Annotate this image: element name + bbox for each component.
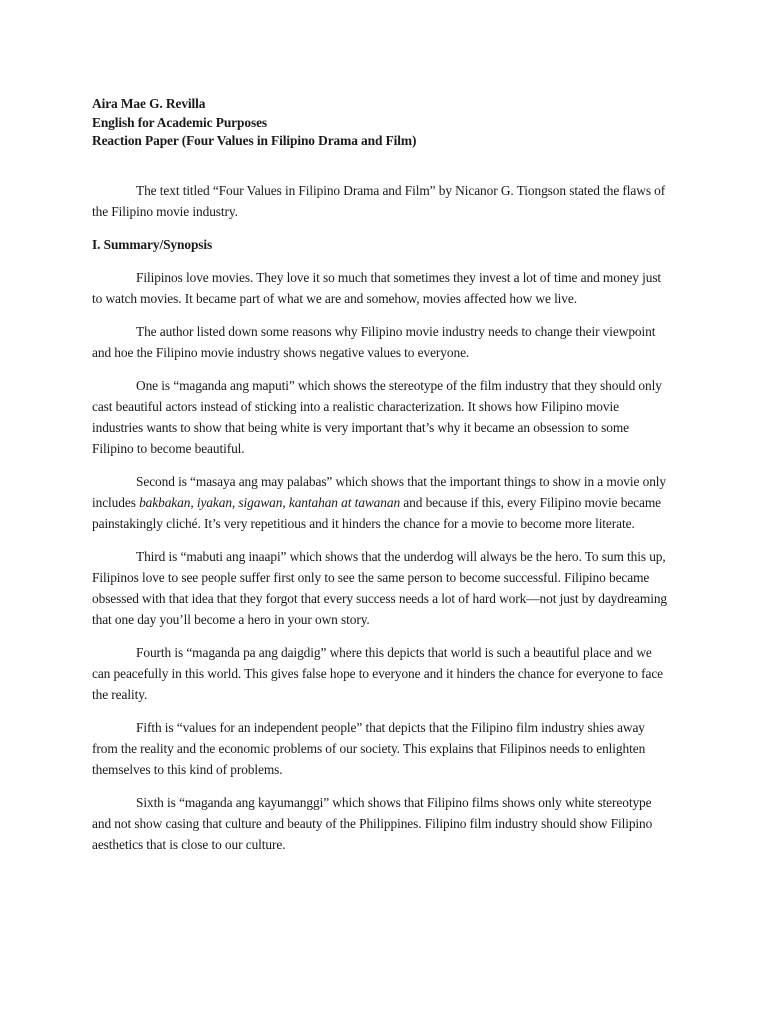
section-heading: I. Summary/Synopsis xyxy=(92,237,213,252)
document-header xyxy=(92,95,416,151)
paragraph-4-text-end: and because if this, every Filipino movie became painstakingly cliché. It’s very repetitious and it hinders the chance for a movie to become more literate. xyxy=(92,495,662,531)
paragraph-7: Fifth is “values for an independent people” that depicts that the Filipino film industry shies away from the reality and the economic problems of our society. This explains that Filipinos needs to enlighten themselves to this kind of problems. xyxy=(92,720,646,777)
paragraph-2: The author listed down some reasons why Filipino movie industry needs to change their viewpoint and hoe the Filipino movie industry shows negative values to everyone. xyxy=(92,324,656,360)
paragraph-8: Sixth is “maganda ang kayumanggi” which shows that Filipino films shows only white stereotype and not show casing that culture and beauty of the Philippines. Filipino film industry should show Filipino aesthetics that is close to our culture. xyxy=(92,795,653,852)
course-name: English for Academic Purposes xyxy=(92,114,268,130)
document-body xyxy=(92,180,672,867)
paragraph-1: Filipinos love movies. They love it so much that sometimes they invest a lot of time and money just to watch movies. It became part of what we are and somehow, movies affected how we live. xyxy=(92,270,662,306)
paragraph-4 xyxy=(92,471,672,534)
paragraph-4-text-start: Second is “masaya ang may palabas” which shows that the important things to show in a movie only includes xyxy=(92,474,667,510)
author-name: Aira Mae G. Revilla xyxy=(92,96,206,111)
intro-paragraph: The text titled “Four Values in Filipino Drama and Film” by Nicanor G. Tiongson stated the flaws of the Filipino movie industry. xyxy=(92,183,666,219)
paper-title: Reaction Paper (Four Values in Filipino Drama and Film) xyxy=(92,133,417,148)
paragraph-6: Fourth is “maganda pa ang daigdig” where this depicts that world is such a beautiful place and we can peacefully in this world. This gives false hope to everyone and it hinders the chance for everyone to face the reality. xyxy=(92,645,664,702)
paragraph-5: Third is “mabuti ang inaapi” which shows that the underdog will always be the hero. To sum this up, Filipinos love to see people suffer first only to see the same person to become successful. Filipino became obsessed with that idea that they forgot that every success needs a lot of hard work—not just by daydreaming that one day you’ll become a hero in your own story. xyxy=(92,549,668,627)
paragraph-3: One is “maganda ang maputi” which shows the stereotype of the film industry that they should only cast beautiful actors instead of sticking into a realistic characterization. It shows how Filipino movie industries wants to show that being white is very important that’s why it became an obsession to some Filipino to become beautiful. xyxy=(92,378,662,456)
paragraph-4-italic-terms: bakbakan, iyakan, sigawan, kantahan at tawanan xyxy=(139,495,401,510)
